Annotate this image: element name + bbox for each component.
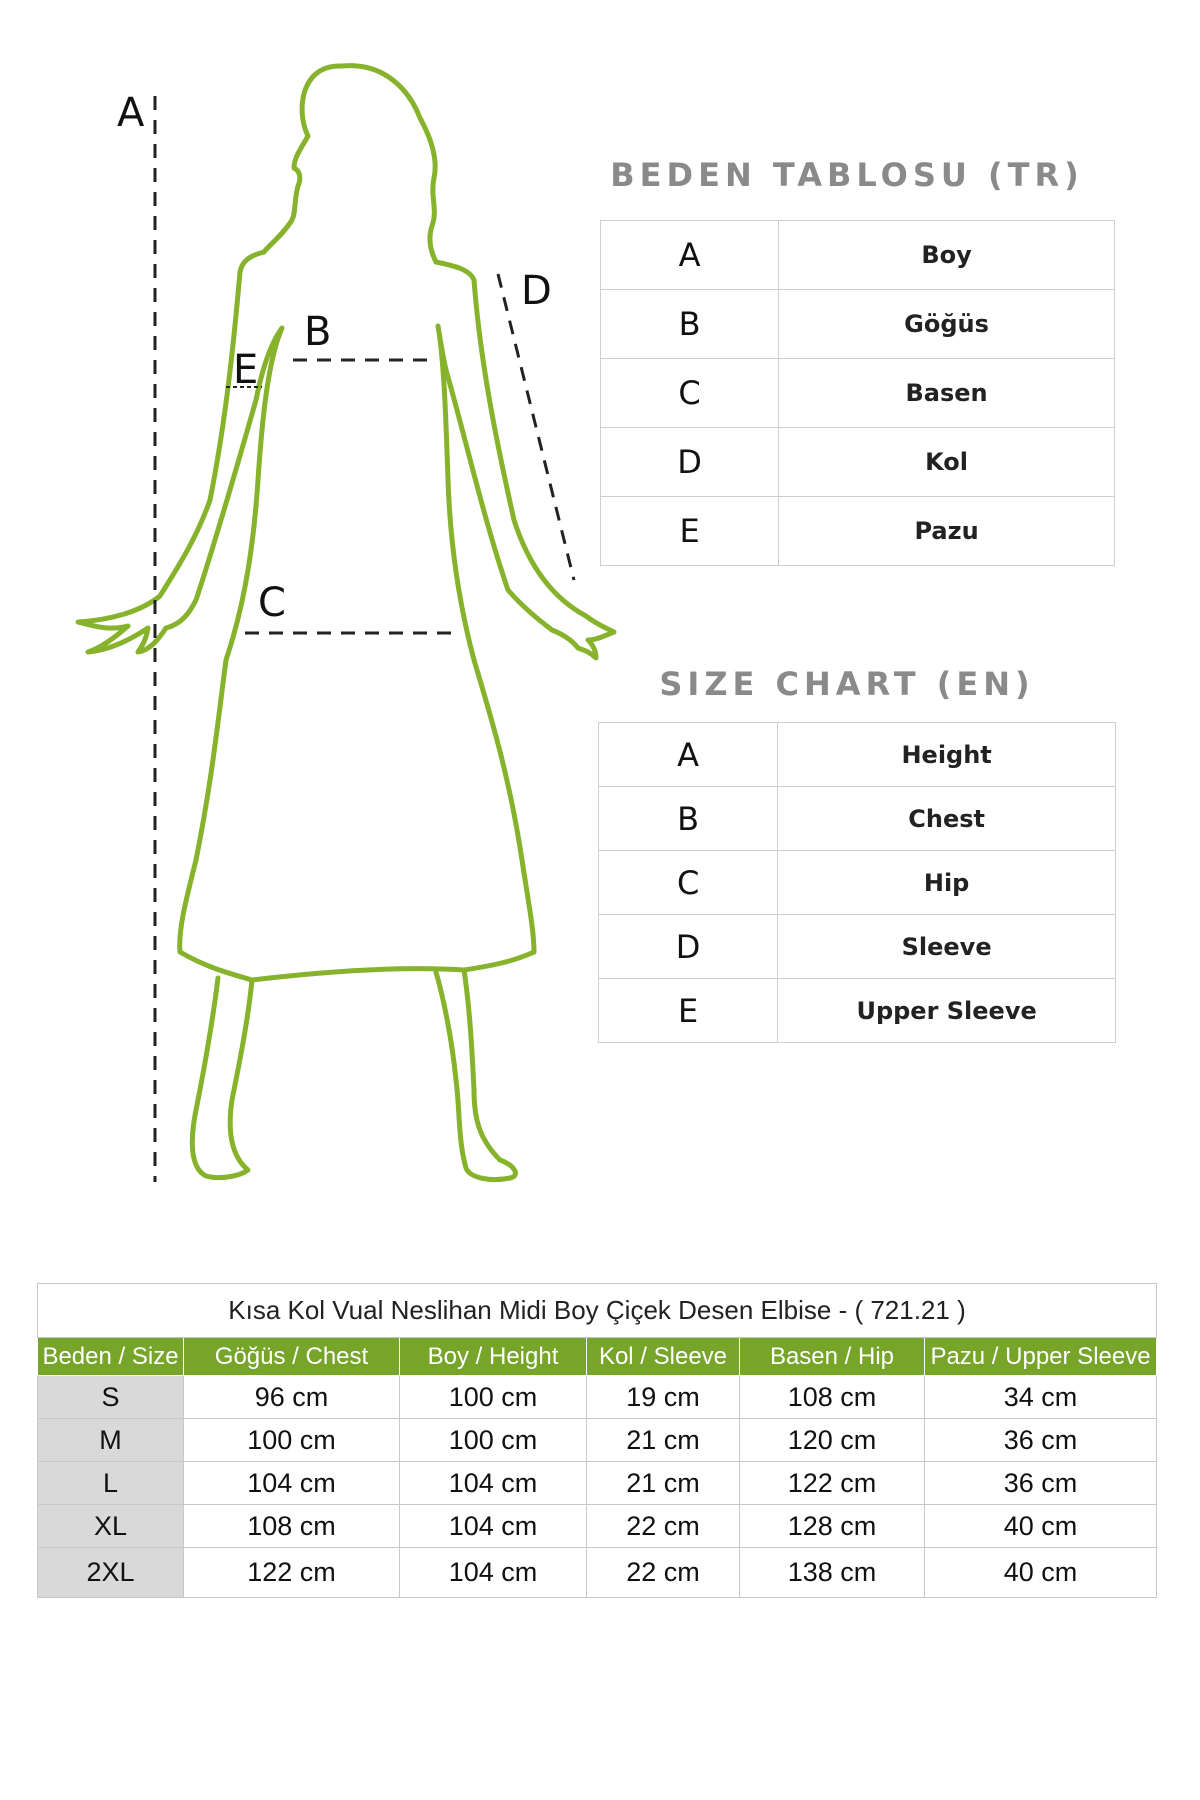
label-c: C xyxy=(258,580,286,626)
header-sleeve: Kol / Sleeve xyxy=(587,1338,740,1376)
tr-row-c xyxy=(601,359,1115,428)
hip-value: 138 cm xyxy=(740,1548,925,1598)
tr-value: Pazu xyxy=(779,497,1115,566)
header-size: Beden / Size xyxy=(38,1338,184,1376)
silhouette-figure xyxy=(0,0,640,1200)
hip-value: 108 cm xyxy=(740,1376,925,1419)
height-value: 104 cm xyxy=(400,1505,587,1548)
header-height: Boy / Height xyxy=(400,1338,587,1376)
tr-key: C xyxy=(601,359,779,428)
tr-row-e xyxy=(601,497,1115,566)
label-a: A xyxy=(117,90,145,136)
upper-sleeve-value: 40 cm xyxy=(925,1505,1157,1548)
height-value: 100 cm xyxy=(400,1419,587,1462)
label-e: E xyxy=(233,347,259,393)
table-row xyxy=(38,1548,1157,1598)
head-outline xyxy=(264,66,342,252)
en-row-b xyxy=(599,787,1116,851)
tr-key: B xyxy=(601,290,779,359)
chest-value: 122 cm xyxy=(184,1548,400,1598)
tr-key: E xyxy=(601,497,779,566)
chest-value: 96 cm xyxy=(184,1376,400,1419)
measurement-labels xyxy=(117,90,552,626)
en-value: Upper Sleeve xyxy=(778,979,1116,1043)
chest-value: 100 cm xyxy=(184,1419,400,1462)
table-row xyxy=(38,1505,1157,1548)
upper-sleeve-value: 36 cm xyxy=(925,1462,1157,1505)
size-table-header-row xyxy=(38,1338,1157,1376)
size-table-caption: Kısa Kol Vual Neslihan Midi Boy Çiçek Desen Elbise - ( 721.21 ) xyxy=(38,1284,1157,1338)
hip-value: 122 cm xyxy=(740,1462,925,1505)
en-value: Hip xyxy=(778,851,1116,915)
height-value: 104 cm xyxy=(400,1548,587,1598)
header-chest: Göğüs / Chest xyxy=(184,1338,400,1376)
label-d: D xyxy=(521,268,552,314)
measurement-lines xyxy=(155,96,574,1182)
en-chart-title: SIZE CHART (EN) xyxy=(659,665,1035,703)
size-label: M xyxy=(38,1419,184,1462)
en-row-c xyxy=(599,851,1116,915)
size-label: S xyxy=(38,1376,184,1419)
en-value: Chest xyxy=(778,787,1116,851)
en-key: B xyxy=(599,787,778,851)
dress-hem-outline xyxy=(180,952,534,980)
size-label: L xyxy=(38,1462,184,1505)
table-row xyxy=(38,1462,1157,1505)
dress-silhouette-outline xyxy=(78,66,614,1180)
en-value: Height xyxy=(778,723,1116,787)
sleeve-value: 19 cm xyxy=(587,1376,740,1419)
tr-value: Göğüs xyxy=(779,290,1115,359)
height-value: 104 cm xyxy=(400,1462,587,1505)
hip-value: 128 cm xyxy=(740,1505,925,1548)
right-leg-outline xyxy=(436,970,515,1180)
tr-row-d xyxy=(601,428,1115,497)
tr-value: Boy xyxy=(779,221,1115,290)
en-row-e xyxy=(599,979,1116,1043)
size-table-caption-row xyxy=(38,1284,1157,1338)
tr-value: Basen xyxy=(779,359,1115,428)
tr-key: A xyxy=(601,221,779,290)
size-table xyxy=(37,1283,1157,1598)
height-value: 100 cm xyxy=(400,1376,587,1419)
sleeve-value: 21 cm xyxy=(587,1462,740,1505)
en-key: D xyxy=(599,915,778,979)
en-row-d xyxy=(599,915,1116,979)
en-legend-table xyxy=(598,722,1116,1043)
header-upper-sleeve: Pazu / Upper Sleeve xyxy=(925,1338,1157,1376)
size-label: XL xyxy=(38,1505,184,1548)
tr-chart-title: BEDEN TABLOSU (TR) xyxy=(610,156,1084,194)
header-hip: Basen / Hip xyxy=(740,1338,925,1376)
size-label: 2XL xyxy=(38,1548,184,1598)
en-key: E xyxy=(599,979,778,1043)
hair-right-outline xyxy=(342,66,436,262)
hip-value: 120 cm xyxy=(740,1419,925,1462)
left-arm-outline xyxy=(78,252,264,652)
dress-left-outline xyxy=(180,328,282,952)
sleeve-value: 21 cm xyxy=(587,1419,740,1462)
en-value: Sleeve xyxy=(778,915,1116,979)
en-row-a xyxy=(599,723,1116,787)
tr-row-a xyxy=(601,221,1115,290)
tr-row-b xyxy=(601,290,1115,359)
tr-legend-table xyxy=(600,220,1115,566)
upper-sleeve-value: 40 cm xyxy=(925,1548,1157,1598)
table-row xyxy=(38,1419,1157,1462)
table-row xyxy=(38,1376,1157,1419)
en-key: A xyxy=(599,723,778,787)
left-leg-outline xyxy=(192,978,252,1178)
upper-sleeve-value: 34 cm xyxy=(925,1376,1157,1419)
tr-key: D xyxy=(601,428,779,497)
dress-right-outline xyxy=(438,326,534,952)
label-b: B xyxy=(304,309,332,355)
upper-sleeve-value: 36 cm xyxy=(925,1419,1157,1462)
chest-value: 104 cm xyxy=(184,1462,400,1505)
tr-value: Kol xyxy=(779,428,1115,497)
chest-value: 108 cm xyxy=(184,1505,400,1548)
sleeve-value: 22 cm xyxy=(587,1548,740,1598)
sleeve-value: 22 cm xyxy=(587,1505,740,1548)
sleeve-line-d xyxy=(498,274,574,580)
en-key: C xyxy=(599,851,778,915)
